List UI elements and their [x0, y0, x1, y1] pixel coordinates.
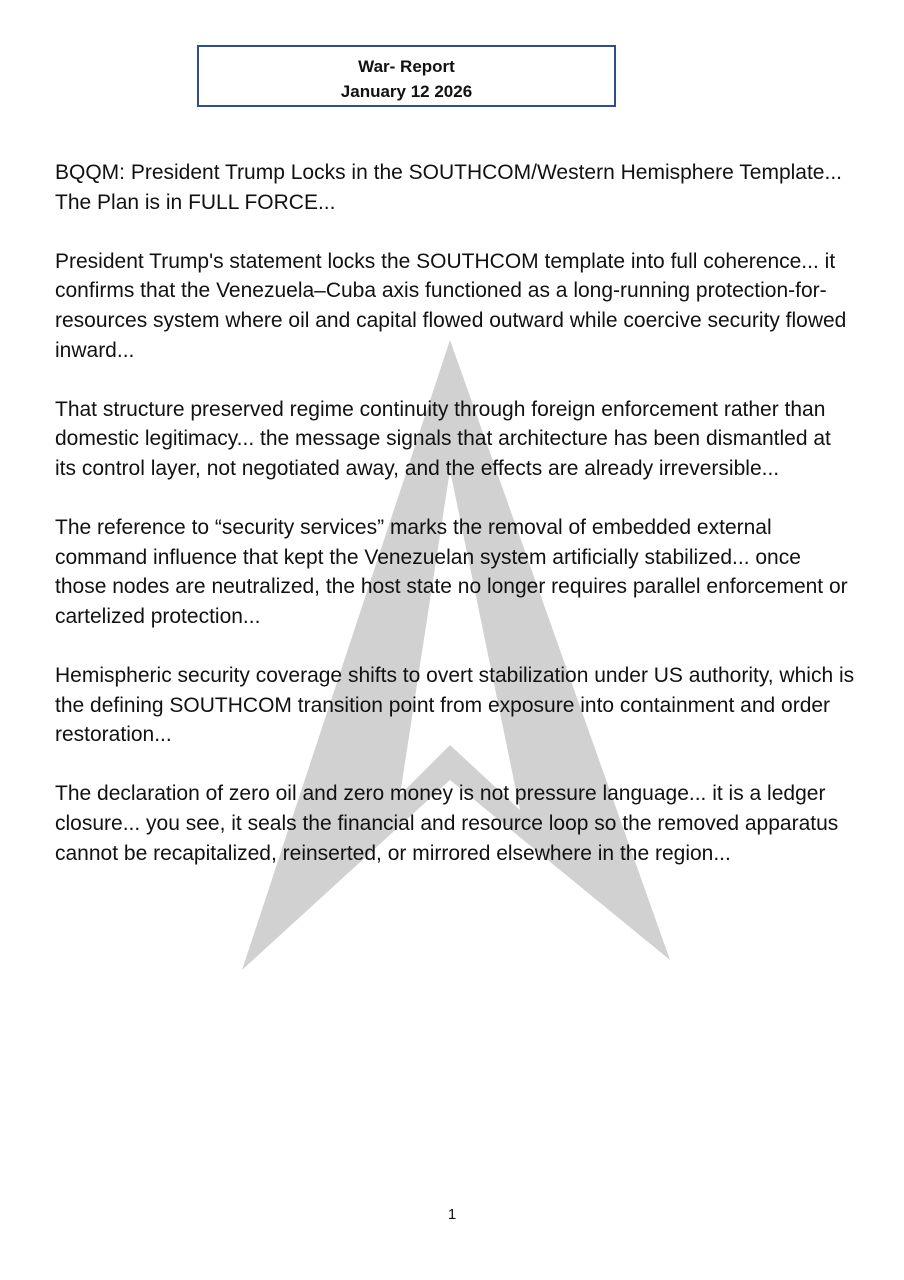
- body-paragraph: That structure preserved regime continuity through foreign enforcement rather than domestic legitimacy... the message signals that architecture has been dismantled at its control layer, not negotiated away, and the effects are already irreversible...: [55, 397, 831, 480]
- headline-paragraph: BQQM: President Trump Locks in the SOUTHCOM/Western Hemisphere Template... The Plan is in FULL FORCE...: [55, 161, 842, 214]
- body-paragraph: The reference to “security services” marks the removal of embedded external command influence that kept the Venezuelan system artificially stabilized... once those nodes are neutralized, the host state no longer requires parallel enforcement or cartelized protection...: [55, 516, 848, 628]
- report-date: January 12 2026: [340, 82, 473, 101]
- page-number: 1: [447, 1206, 457, 1223]
- report-header-box: [197, 45, 616, 107]
- report-body: [55, 158, 855, 898]
- body-paragraph: President Trump's statement locks the SOUTHCOM template into full coherence... it confirms that the Venezuela–Cuba axis functioned as a long-running protection-for-resources system where oil and capital flowed outward while coercive security flowed inward...: [55, 249, 847, 362]
- report-title: War- Report: [358, 57, 455, 76]
- body-paragraph: The declaration of zero oil and zero money is not pressure language... it is a ledger closure... you see, it seals the financial and resource loop so the removed apparatus cannot be recapitalized, reinserted, or mirrored elsewhere in the region...: [55, 782, 839, 865]
- body-paragraph: Hemispheric security coverage shifts to overt stabilization under US authority, which is the defining SOUTHCOM transition point from exposure into containment and order restoration...: [55, 664, 855, 747]
